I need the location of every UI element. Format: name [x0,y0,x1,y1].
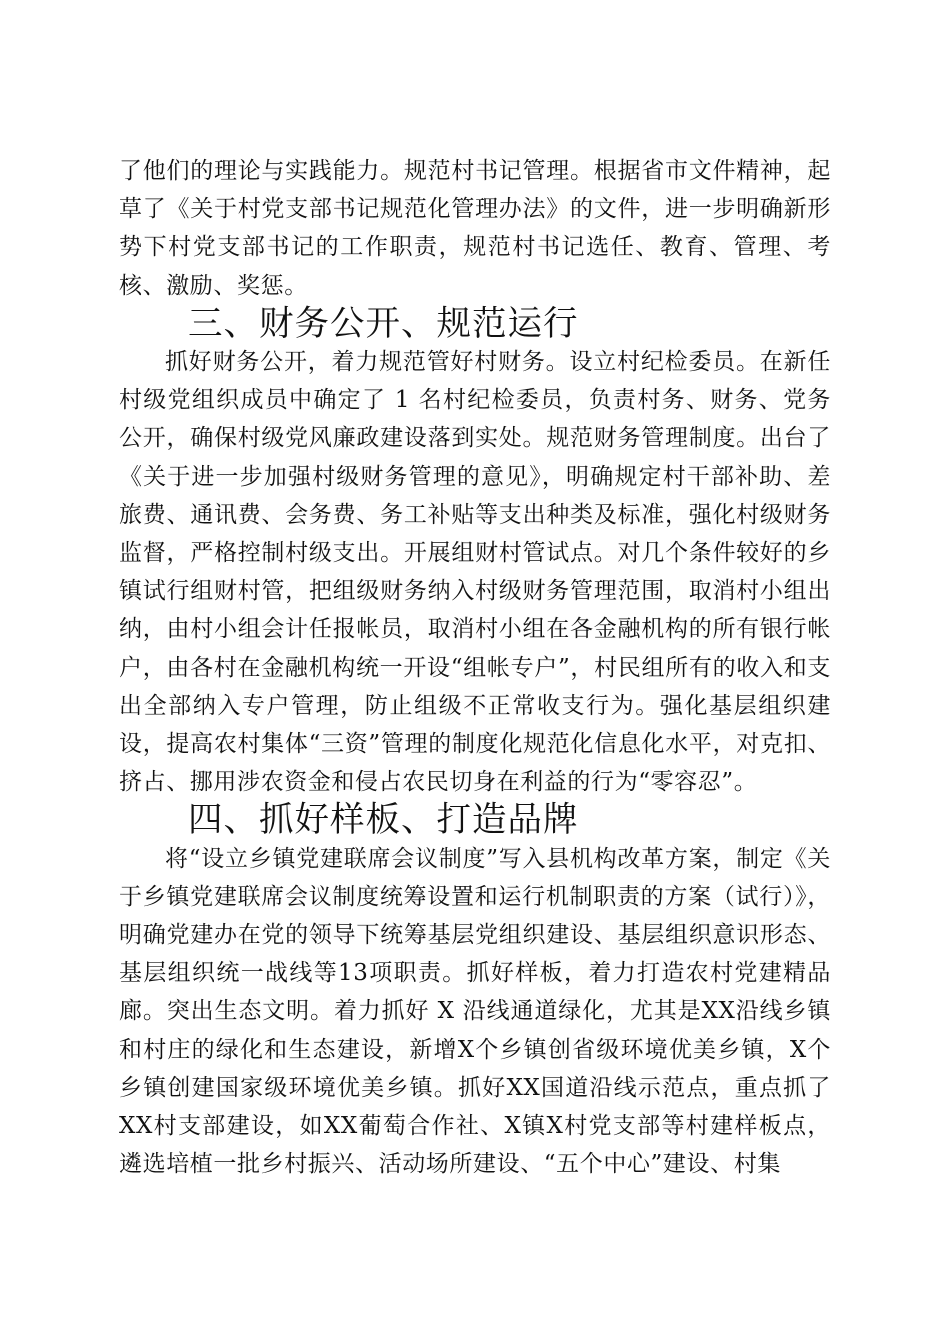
document-body [119,152,831,1183]
section-heading-three: 三、财务公开、规范运行 [188,303,579,344]
paragraph-model-brand: 将“设立乡镇党建联席会议制度”写入县机构改革方案，制定《关于乡镇党建联席会议制度统筹设置和运行机制职责的方案（试行）》，明确党建办在党的领导下统筹基层党组织建设、基层组织意识形态、基层组织统一战线等13项职责。抓好样板，着力打造农村党建精品廊。突出生态文明。着力抓好 X 沿线通道绿化，尤其是XX沿线乡镇和村庄的绿化和生态建设，新增X个乡镇创省级环境优美乡镇，X个乡镇创建国家级环境优美乡镇。抓好XX国道沿线示范点，重点抓了XX村支部建设，如XX葡萄合作社、X镇X村党支部等村建样板点，遴选培植一批乡村振兴、活动场所建设、“五个中心”建设、村集 [119,845,831,1178]
section-heading-four: 四、抓好样板、打造品牌 [188,800,579,841]
paragraph-finance: 抓好财务公开，着力规范管好村财务。设立村纪检委员。在新任村级党组织成员中确定了 1 名村纪检委员，负责村务、财务、党务公开，确保村级党风廉政建设落到实处。规范财务管理制度。出台了《关于进一步加强村级财务管理的意见》，明确规定村干部补助、差旅费、通讯费、会务费、务工补贴等支出种类及标准，强化村级财务监督，严格控制村级支出。开展组财村管试点。对几个条件较好的乡镇试行组财村管，把组级财务纳入村级财务管理范围，取消村小组出纳，由村小组会计任报帐员，取消村小组在各金融机构的所有银行帐户，由各村在金融机构统一开设“组帐专户”，村民组所有的收入和支出全部纳入专户管理，防止组级不正常收支行为。强化基层组织建设，提高农村集体“三资”管理的制度化规范化信息化水平，对克扣、挤占、挪用涉农资金和侵占农民切身在利益的行为“零容忍”。 [119,349,831,796]
paragraph-intro-continued: 了他们的理论与实践能力。规范村书记管理。根据省市文件精神，起草了《关于村党支部书记规范化管理办法》的文件，进一步明确新形势下村党支部书记的工作职责，规范村书记选任、教育、管理、考核、激励、奖惩。 [119,158,831,299]
